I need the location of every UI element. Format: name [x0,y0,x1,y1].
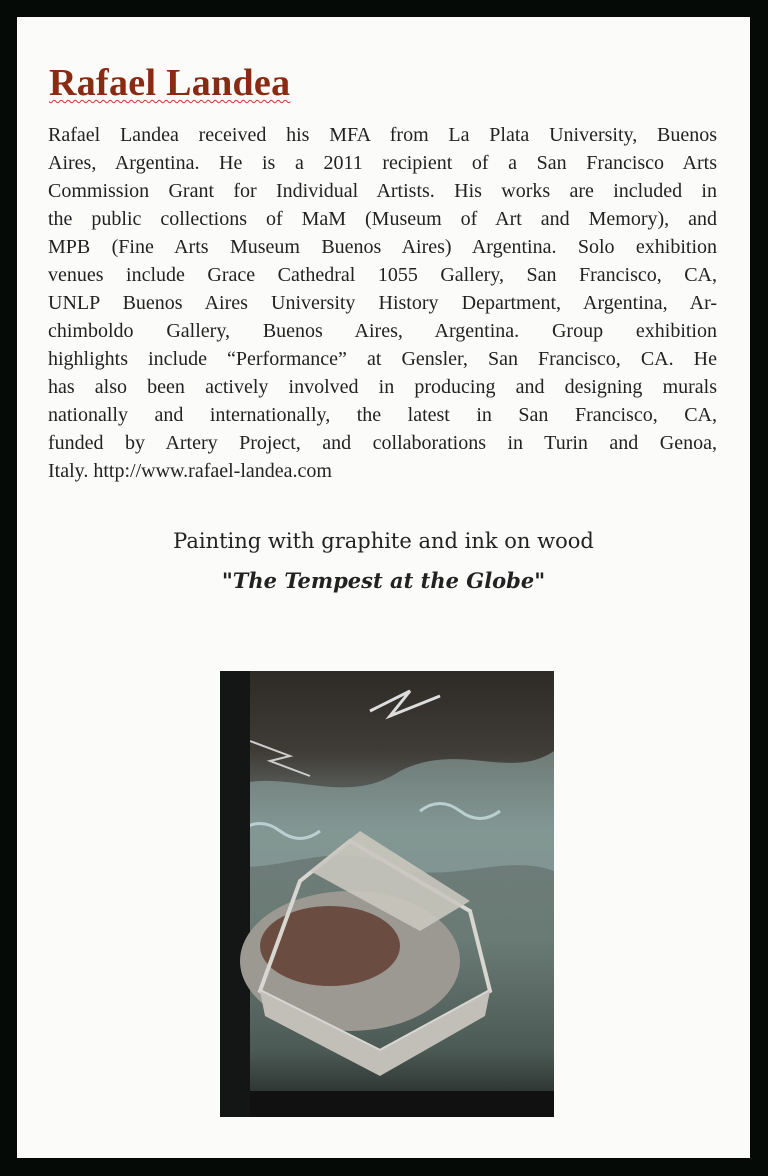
bio-line: the public collections of MaM (Museum of Art and Memory), and [48,208,717,230]
document-page [17,17,750,1158]
painting-illustration [220,671,554,1117]
bio-line: UNLP Buenos Aires University History Department, Argentina, Ar- [48,292,717,314]
bio-line: highlights include “Performance” at Gensler, San Francisco, CA. He [48,348,717,370]
bio-line: venues include Grace Cathedral 1055 Gallery, San Francisco, CA, [48,264,717,286]
bio-line: Italy. http://www.rafael-landea.com [48,460,332,482]
artwork-title: "The Tempest at the Globe" [221,568,546,593]
page-title: Rafael Landea [49,62,291,104]
bio-line: MPB (Fine Arts Museum Buenos Aires) Argentina. Solo exhibition [48,236,717,258]
bio-line: Rafael Landea received his MFA from La Plata University, Buenos [48,124,717,146]
bio-line: nationally and internationally, the latest in San Francisco, CA, [48,404,717,426]
bio-line: funded by Artery Project, and collaborations in Turin and Genoa, [48,432,717,454]
bio-line: has also been actively involved in producing and designing murals [48,376,717,398]
bio-line: Aires, Argentina. He is a 2011 recipient of a San Francisco Arts [48,152,717,174]
artwork-medium-caption: Painting with graphite and ink on wood [173,529,594,553]
bio-line: chimboldo Gallery, Buenos Aires, Argentina. Group exhibition [48,320,717,342]
bio-line: Commission Grant for Individual Artists. His works are included in [48,180,717,202]
artist-bio [48,121,717,485]
painting-image [220,671,554,1117]
